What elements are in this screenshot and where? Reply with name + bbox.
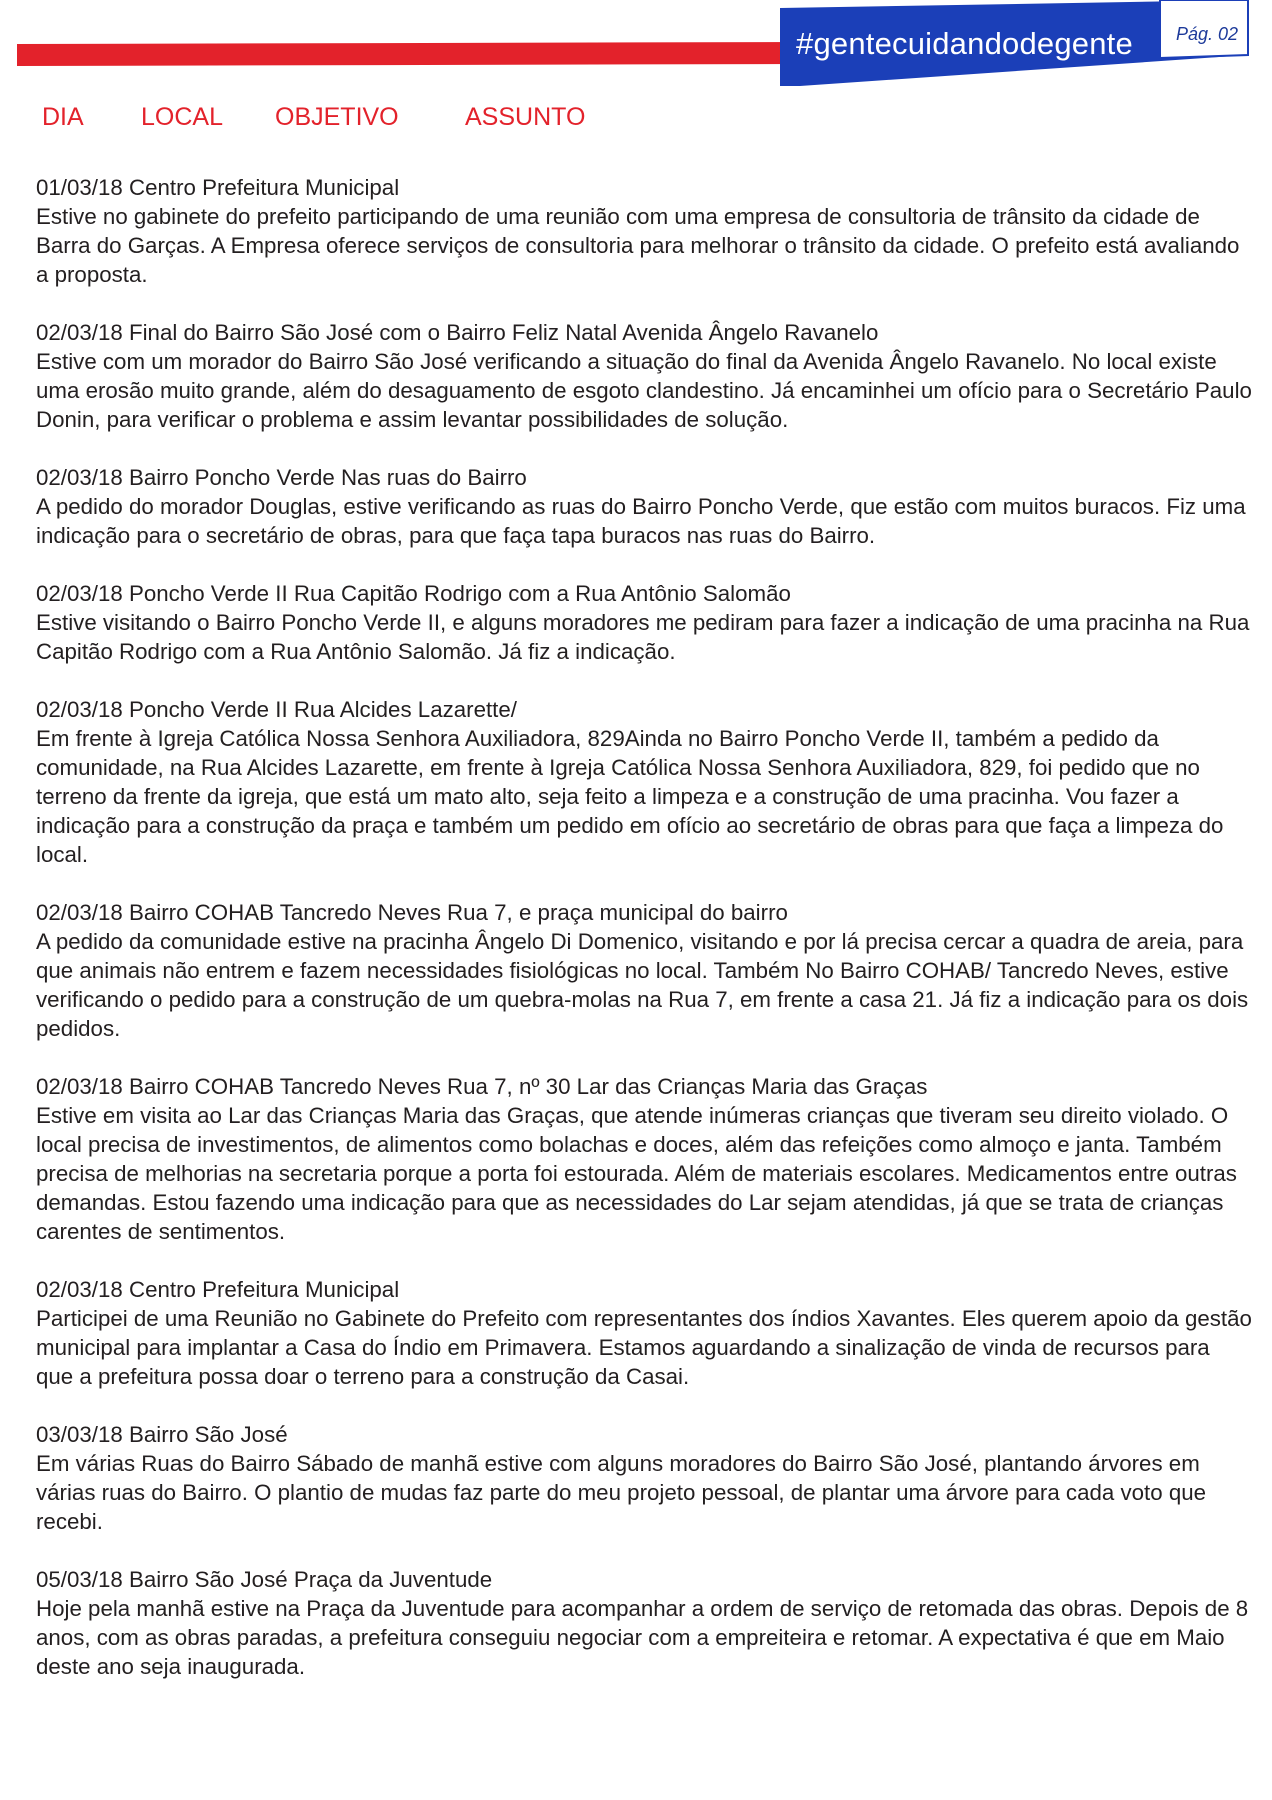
entry-body: Estive com um morador do Bairro São José verificando a situação do final da Avenida Ângelo Ravanelo. No local existe uma erosão muito grande, além do desaguamento de esgoto clandestino. Já encaminhei um ofício para o Secretário Paulo Donin, para verificar o problema e assim levantar possibilidades de solução. bbox=[36, 349, 1252, 432]
column-header-objetivo: OBJETIVO bbox=[275, 103, 399, 131]
entry-heading: 02/03/18 Final do Bairro São José com o Bairro Feliz Natal Avenida Ângelo Ravanelo bbox=[36, 320, 879, 345]
entry-heading: 02/03/18 Poncho Verde II Rua Alcides Lazarette/ bbox=[36, 697, 517, 722]
entry-body: Estive no gabinete do prefeito participando de uma reunião com uma empresa de consultoria de trânsito da cidade de Barra do Garças. A Empresa oferece serviços de consultoria para melhorar o trânsito da cidade. O prefeito está avaliando a proposta. bbox=[36, 204, 1240, 287]
entry-heading: 02/03/18 Centro Prefeitura Municipal bbox=[36, 1277, 400, 1302]
entry-heading: 02/03/18 Bairro Poncho Verde Nas ruas do Bairro bbox=[36, 465, 527, 490]
entry-body: Participei de uma Reunião no Gabinete do Prefeito com representantes dos índios Xavantes. Eles querem apoio da gestão municipal para implantar a Casa do Índio em Primavera. Estamos aguardando a sinalização de vinda de recursos para que a prefeitura possa doar o terreno para a construção da Casai. bbox=[36, 1306, 1252, 1389]
entry-body: A pedido do morador Douglas, estive verificando as ruas do Bairro Poncho Verde, que estão com muitos buracos. Fiz uma indicação para o secretário de obras, para que faça tapa buracos nas ruas do Bairro. bbox=[36, 494, 1246, 548]
entry-heading: 02/03/18 Poncho Verde II Rua Capitão Rodrigo com a Rua Antônio Salomão bbox=[36, 581, 791, 606]
entry bbox=[36, 318, 1252, 434]
entry bbox=[36, 695, 1252, 869]
entry bbox=[36, 173, 1252, 289]
column-header-dia: DIA bbox=[42, 103, 84, 131]
entry-body: Estive visitando o Bairro Poncho Verde II, e alguns moradores me pediram para fazer a indicação de uma pracinha na Rua Capitão Rodrigo com a Rua Antônio Salomão. Já fiz a indicação. bbox=[36, 610, 1250, 664]
entry-heading: 02/03/18 Bairro COHAB Tancredo Neves Rua 7, e praça municipal do bairro bbox=[36, 900, 788, 925]
entry-body: Estive em visita ao Lar das Crianças Maria das Graças, que atende inúmeras crianças que tiveram seu direito violado. O local precisa de investimentos, de alimentos como bolachas e doces, além das refeições como almoço e janta. Também precisa de melhorias na secretaria porque a porta foi estourada. Além de materiais escolares. Medicamentos entre outras demandas. Estou fazendo uma indicação para que as necessidades do Lar sejam atendidas, já que se trata de crianças carentes de sentimentos. bbox=[36, 1103, 1237, 1244]
column-header-assunto: ASSUNTO bbox=[465, 103, 586, 131]
column-header-local: LOCAL bbox=[141, 103, 223, 131]
entry-body: Em frente à Igreja Católica Nossa Senhora Auxiliadora, 829Ainda no Bairro Poncho Verde II, também a pedido da comunidade, na Rua Alcides Lazarette, em frente à Igreja Católica Nossa Senhora Auxiliadora, 829, foi pedido que no terreno da frente da igreja, que está um mato alto, seja feito a limpeza e a construção de uma pracinha. Vou fazer a indicação para a construção da praça e também um pedido em ofício ao secretário de obras para que faça a limpeza do local. bbox=[36, 726, 1224, 867]
entry-body: Em várias Ruas do Bairro Sábado de manhã estive com alguns moradores do Bairro São José, plantando árvores em várias ruas do Bairro. O plantio de mudas faz parte do meu projeto pessoal, de plantar uma árvore para cada voto que recebi. bbox=[36, 1451, 1207, 1534]
entry-heading: 02/03/18 Bairro COHAB Tancredo Neves Rua 7, nº 30 Lar das Crianças Maria das Graças bbox=[36, 1074, 928, 1099]
hashtag-title: #gentecuidandodegente bbox=[796, 26, 1133, 61]
entry bbox=[36, 1420, 1252, 1536]
column-headers bbox=[0, 103, 1272, 135]
entries-list bbox=[36, 173, 1252, 1710]
entry-body: A pedido da comunidade estive na pracinha Ângelo Di Domenico, visitando e por lá precisa cercar a quadra de areia, para que animais não entrem e fazem necessidades fisiológicas no local. Também No Bairro COHAB/ Tancredo Neves, estive verificando o pedido para a construção de um quebra-molas na Rua 7, em frente a casa 21. Já fiz a indicação para os dois pedidos. bbox=[36, 929, 1249, 1041]
entry-heading: 05/03/18 Bairro São José Praça da Juventude bbox=[36, 1567, 493, 1592]
entry bbox=[36, 1275, 1252, 1391]
entry-heading: 01/03/18 Centro Prefeitura Municipal bbox=[36, 175, 400, 200]
entry-body: Hoje pela manhã estive na Praça da Juventude para acompanhar a ordem de serviço de retomada das obras. Depois de 8 anos, com as obras paradas, a prefeitura conseguiu negociar com a empreiteira e retomar. A expectativa é que em Maio deste ano seja inaugurada. bbox=[36, 1596, 1249, 1679]
entry bbox=[36, 898, 1252, 1043]
entry bbox=[36, 1072, 1252, 1246]
entry bbox=[36, 463, 1252, 550]
entry bbox=[36, 579, 1252, 666]
page-number: Pág. 02 bbox=[1176, 24, 1239, 44]
page-banner bbox=[0, 0, 1272, 100]
entry-heading: 03/03/18 Bairro São José bbox=[36, 1422, 288, 1447]
entry bbox=[36, 1565, 1252, 1681]
